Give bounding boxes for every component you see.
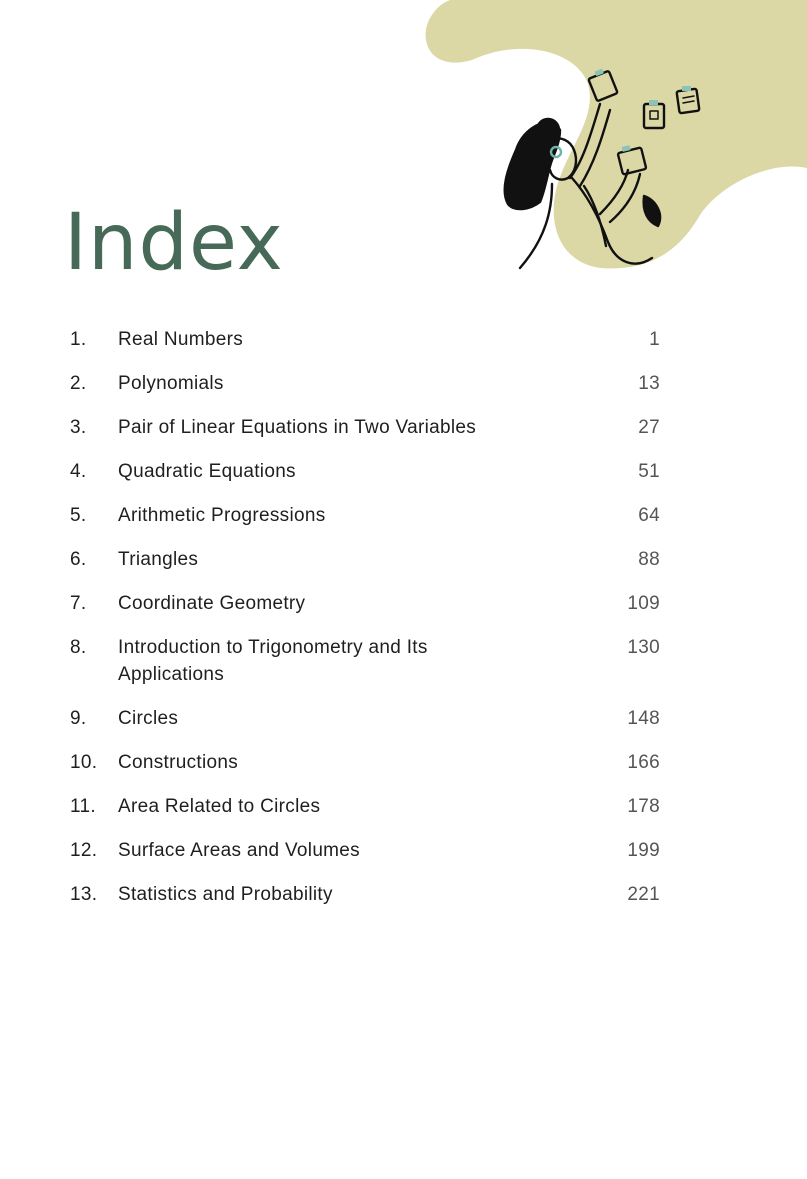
- chapter-number: 11.: [70, 796, 96, 817]
- toc-row[interactable]: [70, 414, 660, 441]
- chapter-number: 9.: [70, 708, 87, 729]
- page-number: 148: [627, 708, 660, 729]
- page-number: 51: [638, 461, 660, 482]
- tape-left: [649, 100, 658, 105]
- toc-row[interactable]: [70, 590, 660, 617]
- chapter-title: Statistics and Probability: [118, 884, 333, 905]
- toc-row[interactable]: [70, 881, 660, 908]
- chapter-number: 1.: [70, 329, 87, 350]
- chapter-title: Polynomials: [118, 373, 224, 394]
- chapter-title: Circles: [118, 708, 179, 729]
- chapter-title: Surface Areas and Volumes: [118, 840, 360, 861]
- toc-row[interactable]: [70, 793, 660, 820]
- chapter-number: 13.: [70, 884, 98, 905]
- page-number: 1: [649, 329, 660, 350]
- chapter-number: 4.: [70, 461, 87, 482]
- chapter-number: 12.: [70, 840, 98, 861]
- page-number: 88: [638, 549, 660, 570]
- toc-row[interactable]: [70, 458, 660, 485]
- page-number: 109: [627, 593, 660, 614]
- chapter-number: 5.: [70, 505, 87, 526]
- chapter-title: Area Related to Circles: [118, 796, 321, 817]
- page-number: 199: [627, 840, 660, 861]
- toc-row[interactable]: [70, 749, 660, 776]
- toc-row[interactable]: [70, 634, 660, 688]
- chapter-number: 8.: [70, 637, 87, 658]
- page-number: 130: [627, 637, 660, 658]
- chapter-title: Quadratic Equations: [118, 461, 296, 482]
- chapter-number: 6.: [70, 549, 87, 570]
- chapter-title: Pair of Linear Equations in Two Variables: [118, 417, 477, 438]
- tape-right: [682, 86, 691, 91]
- toc-row[interactable]: [70, 546, 660, 573]
- page-number: 166: [627, 752, 660, 773]
- chapter-title: Introduction to Trigonometry and Its Applications: [118, 637, 428, 685]
- table-of-contents: [70, 326, 660, 925]
- blob-shape: [426, 0, 807, 268]
- chapter-title: Real Numbers: [118, 329, 244, 350]
- chapter-number: 10.: [70, 752, 98, 773]
- page-title: Index: [64, 198, 284, 288]
- chapter-number: 7.: [70, 593, 87, 614]
- toc-row[interactable]: [70, 370, 660, 397]
- chapter-title: Coordinate Geometry: [118, 593, 306, 614]
- page-number: 13: [638, 373, 660, 394]
- chapter-number: 3.: [70, 417, 87, 438]
- chapter-title: Triangles: [118, 549, 199, 570]
- page-number: 178: [627, 796, 660, 817]
- chapter-title: Arithmetic Progressions: [118, 505, 326, 526]
- toc-row[interactable]: [70, 502, 660, 529]
- page-number: 64: [638, 505, 660, 526]
- chapter-number: 2.: [70, 373, 87, 394]
- toc-row[interactable]: [70, 326, 660, 353]
- toc-row[interactable]: [70, 705, 660, 732]
- page-number: 27: [638, 417, 660, 438]
- page-number: 221: [627, 884, 660, 905]
- chapter-title: Constructions: [118, 752, 239, 773]
- toc-row[interactable]: [70, 837, 660, 864]
